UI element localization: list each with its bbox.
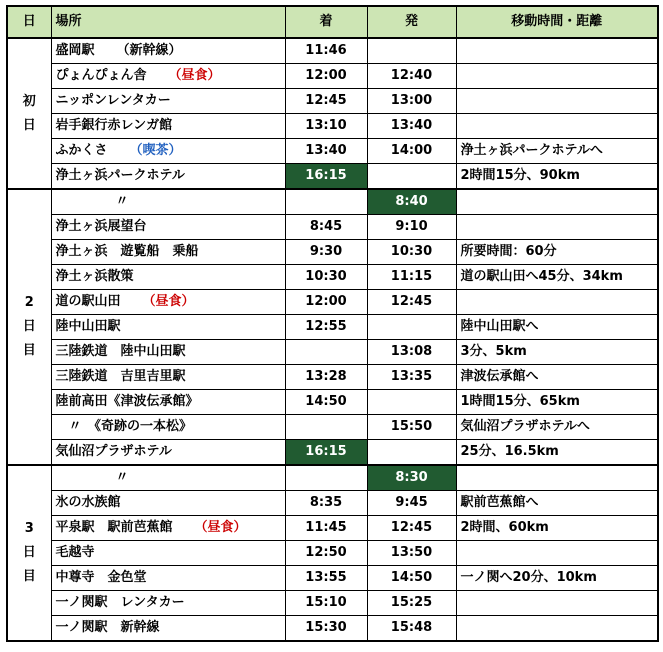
depart-time: 14:50 xyxy=(367,566,456,591)
move-info: 所要時間：60分 xyxy=(456,240,658,265)
place-name: ふかくさ xyxy=(55,143,108,158)
place-name: 中尊寺 金色堂 xyxy=(55,570,147,585)
depart-time: 15:50 xyxy=(367,415,456,440)
place-cell xyxy=(51,139,285,164)
place-cell xyxy=(51,365,285,390)
header-place: 場所 xyxy=(51,6,285,38)
depart-time: 11:15 xyxy=(367,265,456,290)
place-cell xyxy=(51,541,285,566)
arrive-time: 11:46 xyxy=(285,38,367,64)
place-cell xyxy=(51,189,285,215)
schedule-row xyxy=(7,315,658,340)
day-label-char: 目 xyxy=(22,343,36,358)
place-cell xyxy=(51,315,285,340)
depart-time: 9:45 xyxy=(367,491,456,516)
place-name: 浄土ヶ浜パークホテル xyxy=(55,168,185,183)
arrive-time: 12:50 xyxy=(285,541,367,566)
arrive-time xyxy=(285,189,367,215)
move-info xyxy=(456,616,658,642)
schedule-row xyxy=(7,139,658,164)
arrive-time: 11:45 xyxy=(285,516,367,541)
arrive-time: 16:15 xyxy=(285,164,367,190)
depart-time xyxy=(367,38,456,64)
move-info: 2時間、60km xyxy=(456,516,658,541)
place-cell xyxy=(51,89,285,114)
move-info: 気仙沼プラザホテルへ xyxy=(456,415,658,440)
move-info xyxy=(456,114,658,139)
schedule-row xyxy=(7,465,658,491)
arrive-time: 13:55 xyxy=(285,566,367,591)
place-cell xyxy=(51,64,285,89)
schedule-row xyxy=(7,566,658,591)
day-label xyxy=(7,465,51,641)
place-cell xyxy=(51,465,285,491)
move-info xyxy=(456,215,658,240)
move-info xyxy=(456,290,658,315)
depart-time xyxy=(367,440,456,466)
place-cell xyxy=(51,566,285,591)
schedule-body xyxy=(7,38,658,641)
place-name: ニッポンレンタカー xyxy=(55,93,171,108)
day-label-char: 初 xyxy=(22,93,36,109)
itinerary-table xyxy=(6,5,659,642)
depart-time xyxy=(367,315,456,340)
move-info: 一ノ関へ20分、10km xyxy=(456,566,658,591)
place-name: 陸中山田駅 xyxy=(55,319,121,334)
place-name: 〃 xyxy=(115,194,129,209)
schedule-row xyxy=(7,491,658,516)
schedule-row xyxy=(7,365,658,390)
day-label xyxy=(7,189,51,465)
schedule-row xyxy=(7,340,658,365)
place-cell xyxy=(51,265,285,290)
depart-time: 13:00 xyxy=(367,89,456,114)
arrive-time: 14:50 xyxy=(285,390,367,415)
depart-time: 13:35 xyxy=(367,365,456,390)
place-name: 気仙沼プラザホテル xyxy=(55,444,172,459)
depart-time: 8:40 xyxy=(367,189,456,215)
day-label-char: 2 xyxy=(24,295,34,310)
schedule-row xyxy=(7,265,658,290)
place-name: ぴょんぴょん舎 xyxy=(55,68,147,83)
day-label-char: 日 xyxy=(22,117,36,133)
place-name: 三陸鉄道 陸中山田駅 xyxy=(55,344,186,359)
move-info xyxy=(456,64,658,89)
depart-time: 15:25 xyxy=(367,591,456,616)
move-info: 津波伝承館へ xyxy=(456,365,658,390)
schedule-row xyxy=(7,64,658,89)
day-label-char: 日 xyxy=(22,545,36,560)
move-info xyxy=(456,89,658,114)
place-name: 三陸鉄道 吉里吉里駅 xyxy=(55,369,186,384)
schedule-row xyxy=(7,290,658,315)
schedule-row xyxy=(7,541,658,566)
place-cell xyxy=(51,164,285,190)
schedule-row xyxy=(7,240,658,265)
schedule-row xyxy=(7,516,658,541)
arrive-time: 15:30 xyxy=(285,616,367,642)
place-cell xyxy=(51,591,285,616)
move-info: 駅前芭蕉館へ xyxy=(456,491,658,516)
schedule-row xyxy=(7,189,658,215)
depart-time: 12:40 xyxy=(367,64,456,89)
place-cell xyxy=(51,616,285,642)
arrive-time xyxy=(285,465,367,491)
place-name: 毛越寺 xyxy=(55,545,95,560)
place-cell xyxy=(51,516,285,541)
arrive-time xyxy=(285,340,367,365)
depart-time: 9:10 xyxy=(367,215,456,240)
move-info: 2時間15分、90km xyxy=(456,164,658,190)
place-name: 一ノ関駅 レンタカー xyxy=(55,595,185,610)
place-cell xyxy=(51,415,285,440)
move-info: 陸中山田駅へ xyxy=(456,315,658,340)
arrive-time: 8:35 xyxy=(285,491,367,516)
schedule-row xyxy=(7,114,658,139)
place-cell xyxy=(51,340,285,365)
day-label xyxy=(7,38,51,189)
meal-tag: （昼食） xyxy=(168,68,221,83)
move-info: 道の駅山田へ45分、34km xyxy=(456,265,658,290)
place-name: 浄土ヶ浜 遊覧船 乗船 xyxy=(55,244,199,259)
schedule-row xyxy=(7,591,658,616)
place-cell xyxy=(51,240,285,265)
move-info: 3分、5km xyxy=(456,340,658,365)
move-info xyxy=(456,189,658,215)
depart-time: 10:30 xyxy=(367,240,456,265)
arrive-time: 15:10 xyxy=(285,591,367,616)
move-info xyxy=(456,465,658,491)
schedule-row xyxy=(7,440,658,466)
arrive-time: 13:10 xyxy=(285,114,367,139)
day-label-char: 日 xyxy=(22,319,36,334)
day-label-char: 目 xyxy=(22,569,36,584)
header-depart: 発 xyxy=(367,6,456,38)
depart-time: 12:45 xyxy=(367,290,456,315)
arrive-time: 12:00 xyxy=(285,290,367,315)
schedule-row xyxy=(7,215,658,240)
depart-time: 13:40 xyxy=(367,114,456,139)
move-info: 1時間15分、65km xyxy=(456,390,658,415)
schedule-row xyxy=(7,164,658,190)
depart-time: 12:45 xyxy=(367,516,456,541)
arrive-time xyxy=(285,415,367,440)
place-name: 平泉駅 駅前芭蕉館 xyxy=(55,520,173,535)
header-arrive: 着 xyxy=(285,6,367,38)
arrive-time: 12:00 xyxy=(285,64,367,89)
place-cell xyxy=(51,440,285,466)
schedule-row xyxy=(7,89,658,114)
schedule-row xyxy=(7,616,658,642)
arrive-time: 13:40 xyxy=(285,139,367,164)
header-row xyxy=(7,6,658,38)
move-info xyxy=(456,38,658,64)
move-info xyxy=(456,541,658,566)
depart-time xyxy=(367,390,456,415)
place-name: 一ノ関駅 新幹線 xyxy=(55,620,160,635)
arrive-time: 9:30 xyxy=(285,240,367,265)
place-cell xyxy=(51,215,285,240)
place-name: 岩手銀行赤レンガ館 xyxy=(55,118,173,133)
arrive-time: 10:30 xyxy=(285,265,367,290)
place-cell xyxy=(51,38,285,64)
arrive-time: 16:15 xyxy=(285,440,367,466)
depart-time: 14:00 xyxy=(367,139,456,164)
meal-tag: （昼食） xyxy=(194,520,247,535)
move-info: 25分、16.5km xyxy=(456,440,658,466)
place-name: 陸前高田《津波伝承館》 xyxy=(55,394,199,409)
place-name: 浄土ヶ浜散策 xyxy=(55,269,134,284)
depart-time: 13:50 xyxy=(367,541,456,566)
place-name: 〃 xyxy=(115,470,129,485)
depart-time xyxy=(367,164,456,190)
place-cell xyxy=(51,390,285,415)
depart-time: 13:08 xyxy=(367,340,456,365)
header-move: 移動時間・距離 xyxy=(456,6,658,38)
place-name: 氷の水族館 xyxy=(55,495,121,510)
schedule-row xyxy=(7,415,658,440)
place-cell xyxy=(51,114,285,139)
arrive-time: 12:45 xyxy=(285,89,367,114)
place-name: 盛岡駅 xyxy=(55,43,95,58)
place-name: 〃 《奇跡の一本松》 xyxy=(55,419,193,434)
cafe-tag: （喫茶） xyxy=(129,143,182,158)
schedule-row xyxy=(7,38,658,64)
arrive-time: 8:45 xyxy=(285,215,367,240)
place-cell xyxy=(51,491,285,516)
day-label-char: 3 xyxy=(24,521,34,536)
arrive-time: 13:28 xyxy=(285,365,367,390)
move-info xyxy=(456,591,658,616)
place-cell xyxy=(51,290,285,315)
meal-tag: （昼食） xyxy=(142,294,195,309)
header-day: 日 xyxy=(7,6,51,38)
depart-time: 8:30 xyxy=(367,465,456,491)
move-info: 浄土ヶ浜パークホテルへ xyxy=(456,139,658,164)
depart-time: 15:48 xyxy=(367,616,456,642)
arrive-time: 12:55 xyxy=(285,315,367,340)
schedule-row xyxy=(7,390,658,415)
place-name: 道の駅山田 xyxy=(55,294,121,309)
place-name: 浄土ヶ浜展望台 xyxy=(55,219,147,234)
place-tag: （新幹線） xyxy=(116,43,182,58)
